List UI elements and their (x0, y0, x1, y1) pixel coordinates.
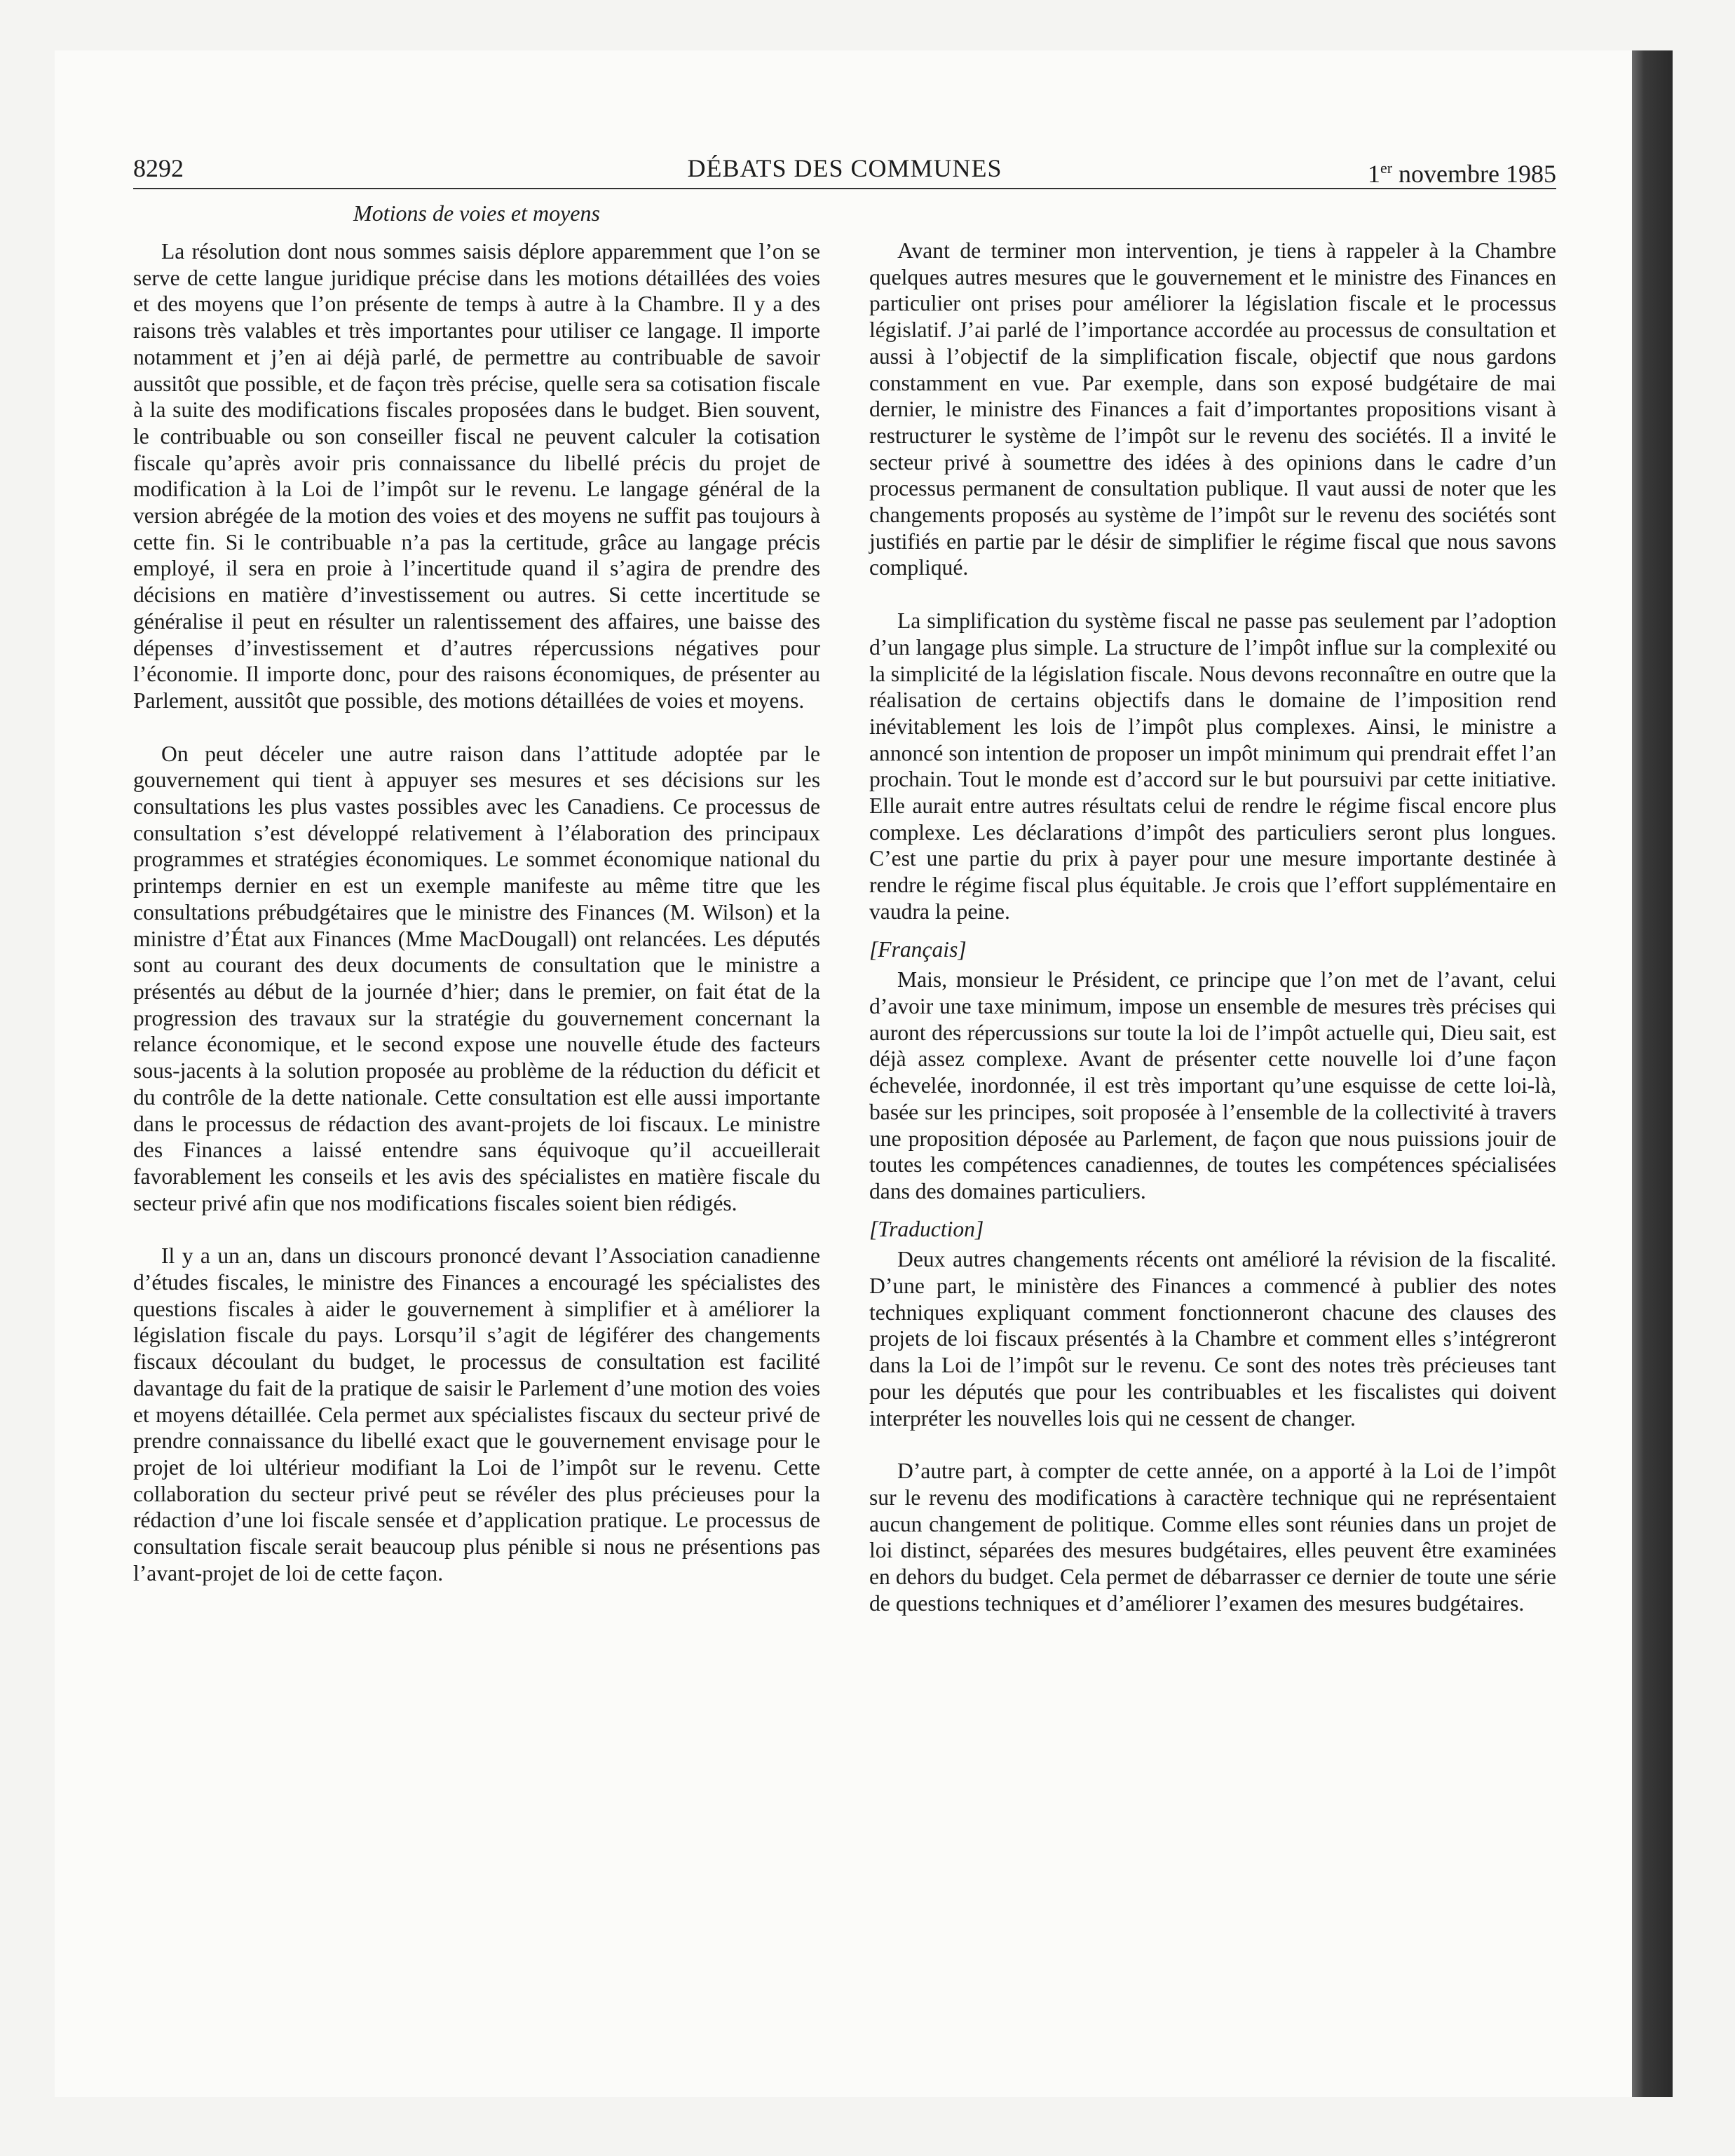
date-superscript: er (1380, 159, 1393, 177)
date-day: 1 (1367, 160, 1380, 188)
document-page (133, 151, 1556, 1616)
section-title: Motions de voies et moyens (353, 200, 600, 226)
page-number: 8292 (133, 154, 184, 182)
publication-date (1368, 151, 1556, 191)
right-column (869, 238, 1556, 1616)
paragraph: Avant de terminer mon intervention, je tiens à rappeler à la Chambre quelques autres mesures que le gouvernement et le ministre des Finances en particulier ont prises pour améliorer la législation fiscale et le processus législatif. J’ai parlé de l’importance accordée au processus de consultation et aussi à l’objectif de la simplification fiscale, objectif que nous gardons constamment en vue. Par exemple, dans son exposé budgétaire de mai dernier, le ministre des Finances a fait d’importantes propositions visant à restructurer le système de l’impôt sur le revenu des sociétés. Il a invité le secteur privé à soumettre des idées à des opinions dans le cadre d’un processus permanent de consultation publique. Il vaut aussi de noter que les changements proposés au système de l’impôt sur le revenu des sociétés sont justifiés en partie par le désir de simplifier le régime fiscal que nous savons compliqué. (869, 238, 1556, 580)
paragraph: Mais, monsieur le Président, ce principe que l’on met de l’avant, celui d’avoir une taxe minimum, impose un ensemble de mesures très précises qui auront des répercussions sur toute la loi de l’impôt actuelle qui, Dieu sait, est déjà assez complexe. Avant de présenter cette nouvelle loi d’une façon échevelée, inordonnée, il est très important qu’une esquisse de cette loi-là, basée sur les principes, soit proposée à l’ensemble de la collectivité à travers une proposition déposée au Parlement, de façon que nous puissions jouir de toutes les compétences canadiennes, de toutes les compétences spécialisées dans des domaines particuliers. (869, 967, 1556, 1203)
date-rest: novembre 1985 (1392, 160, 1556, 188)
paragraph: On peut déceler une autre raison dans l’attitude adoptée par le gouvernement qui tient à appuyer ses mesures et ses décisions sur les consultations les plus vastes possibles avec les Canadiens. Ce processus de consultation s’est développé relativement à l’élaboration des principaux programmes et stratégies économiques. Le sommet économique national du printemps dernier en est un exemple manifeste au même titre que les consultations prébudgétaires que le ministre des Finances (M. Wilson) et la ministre d’État aux Finances (Mme MacDougall) ont relancées. Les députés sont au courant des deux documents de consultation que le ministre a présentés au début de la journée d’hier; dans le premier, on fait état de la progression des travaux sur la stratégie du gouvernement concernant la relance économique, et le second expose une nouvelle étude des facteurs sous-jacents à la solution proposée au problème de la réduction du déficit et du contrôle de la dette nationale. Cette consultation est elle aussi importante dans le processus de rédaction des avant-projets de loi fiscaux. Le ministre des Finances a laissé entendre sans équivoque qu’il accueillerait favorablement les conseils et les avis des spécialistes en matière fiscale du secteur privé afin que nos modifications fiscales soient bien rédigés. (133, 741, 820, 1215)
paragraph: La simplification du système fiscal ne passe pas seulement par l’adoption d’un langage plus simple. La structure de l’impôt influe sur la complexité ou la simplicité de la législation fiscale. Nous devons reconnaître en outre que la réalisation de certains objectifs dans le domaine de l’imposition rend inévitablement les lois de l’impôt plus complexes. Ainsi, le ministre a annoncé son intention de proposer un impôt minimum qui prendrait effet l’an prochain. Tout le monde est d’accord sur le but poursuivi par cette initiative. Elle aurait entre autres résultats celui de rendre le régime fiscal encore plus complexe. Les déclarations d’impôt des particuliers seront plus longues. C’est une partie du prix à payer pour une mesure importante destinée à rendre le régime fiscal plus équitable. Je crois que l’effort supplémentaire en vaudra la peine. (869, 608, 1556, 924)
language-label-francais: [Français] (869, 936, 967, 962)
binding-edge (1632, 50, 1673, 2097)
publication-title: DÉBATS DES COMMUNES (687, 154, 1002, 182)
language-label-traduction: [Traduction] (869, 1216, 984, 1241)
paragraph: Il y a un an, dans un discours prononcé devant l’Association canadienne d’études fiscales, le ministre des Finances a encouragé les spécialistes des questions fiscales à aider le gouvernement à simplifier et à améliorer la législation fiscale du pays. Lorsqu’il s’agit de légiférer des changements fiscaux découlant du budget, le processus de consultation est facilité davantage du fait de la pratique de saisir le Parlement d’une motion des voies et moyens détaillée. Cela permet aux spécialistes fiscaux du secteur privé de prendre connaissance du libellé exact que le gouvernement envisage pour le projet de loi ultérieur modifiant la Loi de l’impôt sur le revenu. Cette collaboration du secteur privé peut se révéler des plus précieuses pour la rédaction d’une loi fiscale sensée et d’application pratique. Le processus de consultation fiscale serait beaucoup plus pénible si nous ne présentions pas l’avant-projet de loi de cette façon. (133, 1243, 820, 1585)
left-column (133, 199, 820, 1586)
page-header (133, 151, 1556, 189)
paragraph: D’autre part, à compter de cette année, on a apporté à la Loi de l’impôt sur le revenu des modifications à caractère technique qui ne représentaient aucun changement de politique. Comme elles sont réunies dans un projet de loi distinct, séparées des mesures budgétaires, elles peuvent être examinées en dehors du budget. Cela permet de débarrasser ce dernier de toute une série de questions techniques et d’améliorer l’examen des mesures budgétaires. (869, 1459, 1556, 1616)
paragraph: Deux autres changements récents ont amélioré la révision de la fiscalité. D’une part, le ministère des Finances a commencé à publier des notes techniques expliquant comment fonctionneront chacune des clauses des projets de loi fiscaux présentés à la Chambre et comment elles s’intégreront dans la Loi de l’impôt sur le revenu. Ce sont des notes très précieuses tant pour les députés que pour les contribuables et les fiscalistes qui doivent interpréter les nouvelles lois qui ne cessent de changer. (869, 1247, 1556, 1431)
paragraph: La résolution dont nous sommes saisis déplore apparemment que l’on se serve de cette langue juridique précise dans les motions détaillées des voies et des moyens que l’on présente de temps à autre à la Chambre. Il y a des raisons très valables et très importantes pour utiliser ce langage. Il importe notamment et j’en ai déjà parlé, de permettre au contribuable de savoir aussitôt que possible, et de façon très précise, quelle sera sa cotisation fiscale à la suite des modifications fiscales proposées dans le budget. Bien souvent, le contribuable ou son conseiller fiscal ne peuvent calculer la cotisation fiscale qu’après avoir pris connaissance du libellé précis du projet de modification à la Loi de l’impôt sur le revenu. Le langage général de la version abrégée de la motion des voies et des moyens ne suffit pas toujours à cette fin. Si le contribuable n’a pas la certitude, grâce au langage précis employé, il sera en proie à l’incertitude quand il s’agira de prendre des décisions en matière d’investissement ou autres. Si cette incertitude se généralise il peut en résulter un ralentissement des affaires, une baisse des dépenses d’investissement et d’autres répercussions négatives pour l’économie. Il importe donc, pour des raisons économiques, de présenter au Parlement, aussitôt que possible, des motions détaillées de voies et moyens. (133, 239, 820, 713)
